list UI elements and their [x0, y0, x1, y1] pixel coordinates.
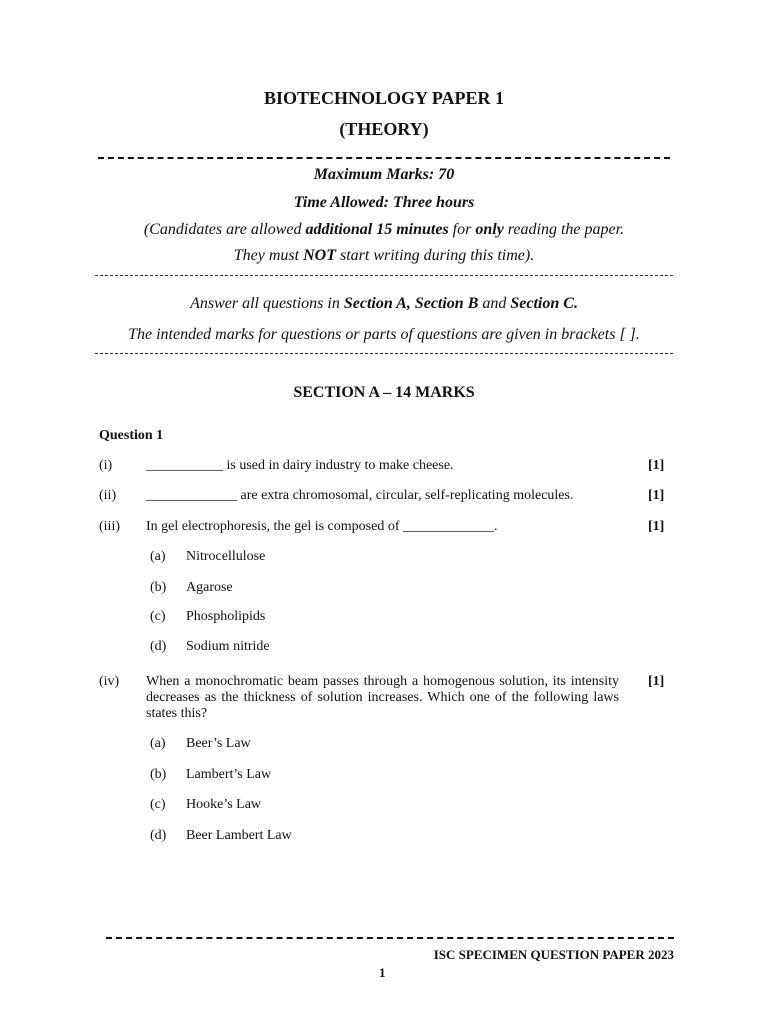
- option-label: (c): [150, 797, 166, 812]
- option-text: Phospholipids: [186, 609, 266, 624]
- question-text: ___________ is used in dairy industry to make cheese.: [146, 458, 454, 473]
- instruction-line1: [0, 295, 768, 313]
- max-marks: Maximum Marks: 70: [313, 166, 455, 183]
- footer-label: ISC SPECIMEN QUESTION PAPER 2023: [433, 947, 674, 962]
- question-text: In gel electrophoresis, the gel is composed of _____________.: [146, 519, 498, 534]
- paper-subtitle: (THEORY): [339, 119, 429, 139]
- question-marks: [1]: [648, 674, 665, 689]
- option-text: Nitrocellulose: [186, 549, 266, 564]
- option-label: (a): [150, 549, 166, 564]
- question-marks: [1]: [648, 458, 665, 473]
- instruction-emphasis: Section C.: [510, 295, 578, 312]
- footer-divider: [106, 937, 674, 939]
- question-marks: [1]: [648, 488, 665, 503]
- note-text: start writing during this time).: [335, 247, 535, 264]
- question-number: (i): [99, 458, 113, 473]
- instruction-emphasis: Section A, Section B: [343, 295, 479, 312]
- option-label: (b): [150, 580, 167, 595]
- option-text: Agarose: [186, 580, 233, 595]
- divider-thin: [95, 353, 673, 354]
- divider-thin: [95, 275, 673, 276]
- question-number: (iv): [99, 674, 120, 689]
- section-heading: SECTION A – 14 MARKS: [293, 384, 475, 401]
- note-text: (Candidates are allowed: [143, 221, 306, 238]
- note-emphasis: only: [475, 221, 504, 238]
- time-allowed: Time Allowed: Three hours: [293, 194, 475, 211]
- question-text: _____________ are extra chromosomal, circular, self-replicating molecules.: [146, 488, 574, 503]
- option-text: Lambert’s Law: [186, 767, 272, 782]
- note-text: reading the paper.: [503, 221, 625, 238]
- option-text: Beer Lambert Law: [186, 828, 292, 843]
- option-text: Hooke’s Law: [186, 797, 262, 812]
- option-label: (c): [150, 609, 166, 624]
- question-text: When a monochromatic beam passes through a homogenous solution, its intensity decreases as the thickness of solution increases. Which one of the following laws states this?: [146, 674, 619, 721]
- instruction-text: Answer all questions in: [190, 295, 344, 312]
- option-label: (d): [150, 639, 167, 654]
- paper-title: BIOTECHNOLOGY PAPER 1: [263, 88, 505, 108]
- option-label: (a): [150, 736, 166, 751]
- question-number: (ii): [99, 488, 117, 503]
- candidate-note-line2: [0, 247, 768, 265]
- option-text: Beer’s Law: [186, 736, 251, 751]
- option-text: Sodium nitride: [186, 639, 270, 654]
- question-label: Question 1: [99, 428, 164, 443]
- divider-thick: [98, 157, 670, 159]
- option-label: (d): [150, 828, 167, 843]
- page-number: 1: [379, 965, 386, 980]
- question-number: (iii): [99, 519, 120, 534]
- note-emphasis: additional 15 minutes: [305, 221, 449, 238]
- candidate-note-line1: [0, 221, 768, 239]
- note-text: They must: [233, 247, 304, 264]
- instruction-text: and: [478, 295, 511, 312]
- note-text: for: [448, 221, 476, 238]
- option-label: (b): [150, 767, 167, 782]
- note-emphasis: NOT: [303, 247, 336, 264]
- instruction-line2: The intended marks for questions or parts of questions are given in brackets [ ].: [128, 326, 640, 343]
- question-marks: [1]: [648, 519, 665, 534]
